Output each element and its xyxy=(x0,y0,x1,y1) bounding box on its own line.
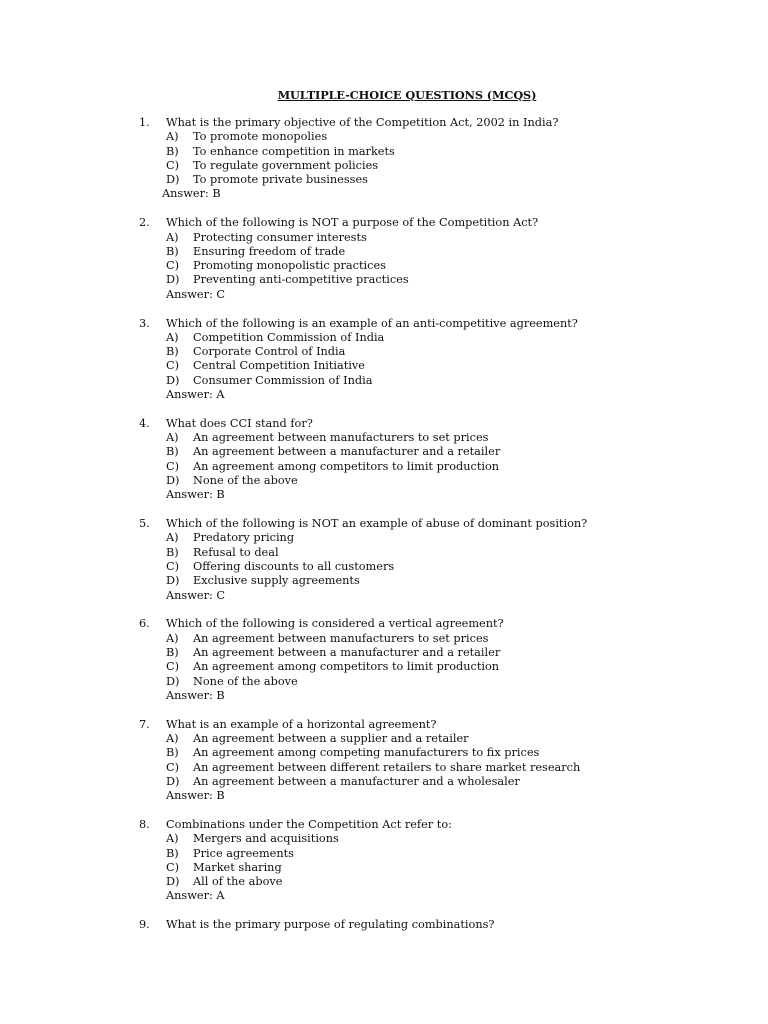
answer-option xyxy=(0,331,768,345)
option-letter: C) xyxy=(166,560,180,574)
answer-option xyxy=(0,231,768,245)
answer-option xyxy=(0,675,768,689)
answer-option xyxy=(0,775,768,789)
question-line xyxy=(0,718,768,732)
option-text: An agreement between a supplier and a retailer xyxy=(193,731,469,745)
answer-option xyxy=(0,145,768,159)
answer-option xyxy=(0,159,768,173)
option-text: Mergers and acquisitions xyxy=(193,832,339,846)
answer-option xyxy=(0,861,768,875)
question-line xyxy=(0,918,768,932)
answer-option xyxy=(0,531,768,545)
question-text: What does CCI stand for? xyxy=(166,416,313,430)
question-item xyxy=(0,617,768,703)
question-line xyxy=(0,517,768,531)
answer-key: Answer: B xyxy=(166,789,225,803)
question-number: 7. xyxy=(139,717,150,731)
answer-key: Answer: C xyxy=(166,588,226,602)
option-text: Protecting consumer interests xyxy=(193,230,367,244)
option-text: An agreement between manufacturers to set prices xyxy=(193,431,489,445)
question-line xyxy=(0,216,768,230)
answer-option xyxy=(0,875,768,889)
option-letter: A) xyxy=(166,230,179,244)
answer-option xyxy=(0,173,768,187)
question-item xyxy=(0,417,768,503)
question-item xyxy=(0,216,768,302)
question-line xyxy=(0,317,768,331)
option-letter: A) xyxy=(166,731,179,745)
option-text: Price agreements xyxy=(193,846,294,860)
option-letter: D) xyxy=(166,875,180,889)
answer-option xyxy=(0,245,768,259)
option-letter: A) xyxy=(166,631,179,645)
answer-option xyxy=(0,646,768,660)
question-text: What is an example of a horizontal agreement? xyxy=(166,717,437,731)
answer-option xyxy=(0,546,768,560)
answer-option xyxy=(0,359,768,373)
option-letter: D) xyxy=(166,674,180,688)
question-item xyxy=(0,116,768,202)
option-letter: C) xyxy=(166,259,180,273)
question-line xyxy=(0,818,768,832)
answer-key: Answer: A xyxy=(166,889,225,903)
option-text: Consumer Commission of India xyxy=(193,373,373,387)
option-text: An agreement between a manufacturer and a wholesaler xyxy=(193,774,520,788)
option-letter: B) xyxy=(166,244,179,258)
option-text: An agreement between different retailers to share market research xyxy=(193,760,581,774)
answer-option xyxy=(0,474,768,488)
option-text: Market sharing xyxy=(193,860,282,874)
option-letter: D) xyxy=(166,774,180,788)
option-letter: D) xyxy=(166,273,180,287)
question-number: 9. xyxy=(139,918,150,932)
option-text: Preventing anti-competitive practices xyxy=(193,273,409,287)
answer-option xyxy=(0,632,768,646)
question-number: 8. xyxy=(139,817,150,831)
answer-option xyxy=(0,761,768,775)
question-number: 4. xyxy=(139,416,150,430)
option-letter: B) xyxy=(166,545,179,559)
option-text: Corporate Control of India xyxy=(193,345,346,359)
answer-key: Answer: A xyxy=(166,388,225,402)
option-letter: B) xyxy=(166,746,179,760)
answer-option xyxy=(0,445,768,459)
question-text: Combinations under the Competition Act refer to: xyxy=(166,817,452,831)
option-letter: B) xyxy=(166,646,179,659)
option-text: All of the above xyxy=(193,875,283,889)
answer-key: Answer: C xyxy=(166,287,226,301)
option-letter: A) xyxy=(166,431,179,445)
answer-option xyxy=(0,431,768,445)
option-text: Competition Commission of India xyxy=(193,330,385,344)
answer-option xyxy=(0,460,768,474)
question-line xyxy=(0,116,768,130)
question-list xyxy=(0,116,768,947)
option-letter: D) xyxy=(166,574,180,588)
answer-option xyxy=(0,732,768,746)
question-text: Which of the following is considered a vertical agreement? xyxy=(166,617,504,631)
page-title: MULTIPLE-CHOICE QUESTIONS (MCQS) xyxy=(277,88,537,102)
option-letter: A) xyxy=(166,832,179,846)
option-letter: C) xyxy=(166,158,180,172)
option-letter: A) xyxy=(166,330,179,344)
answer-option xyxy=(0,374,768,388)
option-text: An agreement among competing manufacturers to fix prices xyxy=(193,746,540,760)
answer-option xyxy=(0,560,768,574)
option-letter: D) xyxy=(166,173,180,187)
option-text: Refusal to deal xyxy=(193,545,279,559)
question-text: Which of the following is NOT an example of abuse of dominant position? xyxy=(166,517,588,531)
question-item xyxy=(0,818,768,904)
question-text: Which of the following is an example of an anti-competitive agreement? xyxy=(166,316,578,330)
option-text: An agreement between manufacturers to set prices xyxy=(193,631,489,645)
question-number: 6. xyxy=(139,617,150,631)
option-letter: B) xyxy=(166,846,179,860)
question-number: 2. xyxy=(139,216,150,230)
option-letter: A) xyxy=(166,531,179,545)
option-letter: C) xyxy=(166,860,180,874)
option-letter: D) xyxy=(166,373,180,387)
option-letter: C) xyxy=(166,760,180,774)
answer-option xyxy=(0,574,768,588)
option-letter: A) xyxy=(166,130,179,144)
option-text: Central Competition Initiative xyxy=(193,359,365,373)
question-item xyxy=(0,918,768,932)
answer-key: Answer: B xyxy=(166,688,225,702)
option-text: To regulate government policies xyxy=(193,158,379,172)
answer-option xyxy=(0,130,768,144)
question-text: Which of the following is NOT a purpose of the Competition Act? xyxy=(166,216,539,230)
option-text: Ensuring freedom of trade xyxy=(193,244,346,258)
answer-option xyxy=(0,847,768,861)
option-text: Exclusive supply agreements xyxy=(193,574,360,588)
option-text: Offering discounts to all customers xyxy=(193,560,395,574)
question-number: 1. xyxy=(139,116,150,129)
answer-option xyxy=(0,832,768,846)
answer-option xyxy=(0,660,768,674)
question-line xyxy=(0,417,768,431)
answer-option xyxy=(0,345,768,359)
answer-option xyxy=(0,746,768,760)
option-letter: B) xyxy=(166,445,179,459)
option-text: None of the above xyxy=(193,474,298,488)
answer-option xyxy=(0,259,768,273)
question-number: 5. xyxy=(139,517,150,531)
option-text: An agreement between a manufacturer and a retailer xyxy=(193,646,501,659)
answer-option xyxy=(0,273,768,287)
option-letter: D) xyxy=(166,474,180,488)
answer-key: Answer: B xyxy=(162,187,221,201)
question-text: What is the primary purpose of regulating combinations? xyxy=(166,918,495,932)
option-letter: B) xyxy=(166,144,179,158)
option-text: None of the above xyxy=(193,674,298,688)
option-text: An agreement among competitors to limit production xyxy=(193,459,500,473)
question-line xyxy=(0,617,768,631)
option-text: An agreement between a manufacturer and a retailer xyxy=(193,445,501,459)
option-text: To promote private businesses xyxy=(193,173,368,187)
option-letter: B) xyxy=(166,345,179,359)
question-item xyxy=(0,517,768,603)
option-text: Promoting monopolistic practices xyxy=(193,259,386,273)
question-number: 3. xyxy=(139,316,150,330)
question-item xyxy=(0,718,768,804)
option-text: To enhance competition in markets xyxy=(193,144,395,158)
option-text: Predatory pricing xyxy=(193,531,295,545)
option-letter: C) xyxy=(166,459,180,473)
answer-key: Answer: B xyxy=(166,488,225,502)
option-text: To promote monopolies xyxy=(193,130,328,144)
option-letter: C) xyxy=(166,359,180,373)
question-text: What is the primary objective of the Competition Act, 2002 in India? xyxy=(166,116,559,129)
question-item xyxy=(0,317,768,403)
option-text: An agreement among competitors to limit production xyxy=(193,660,500,674)
option-letter: C) xyxy=(166,660,180,674)
